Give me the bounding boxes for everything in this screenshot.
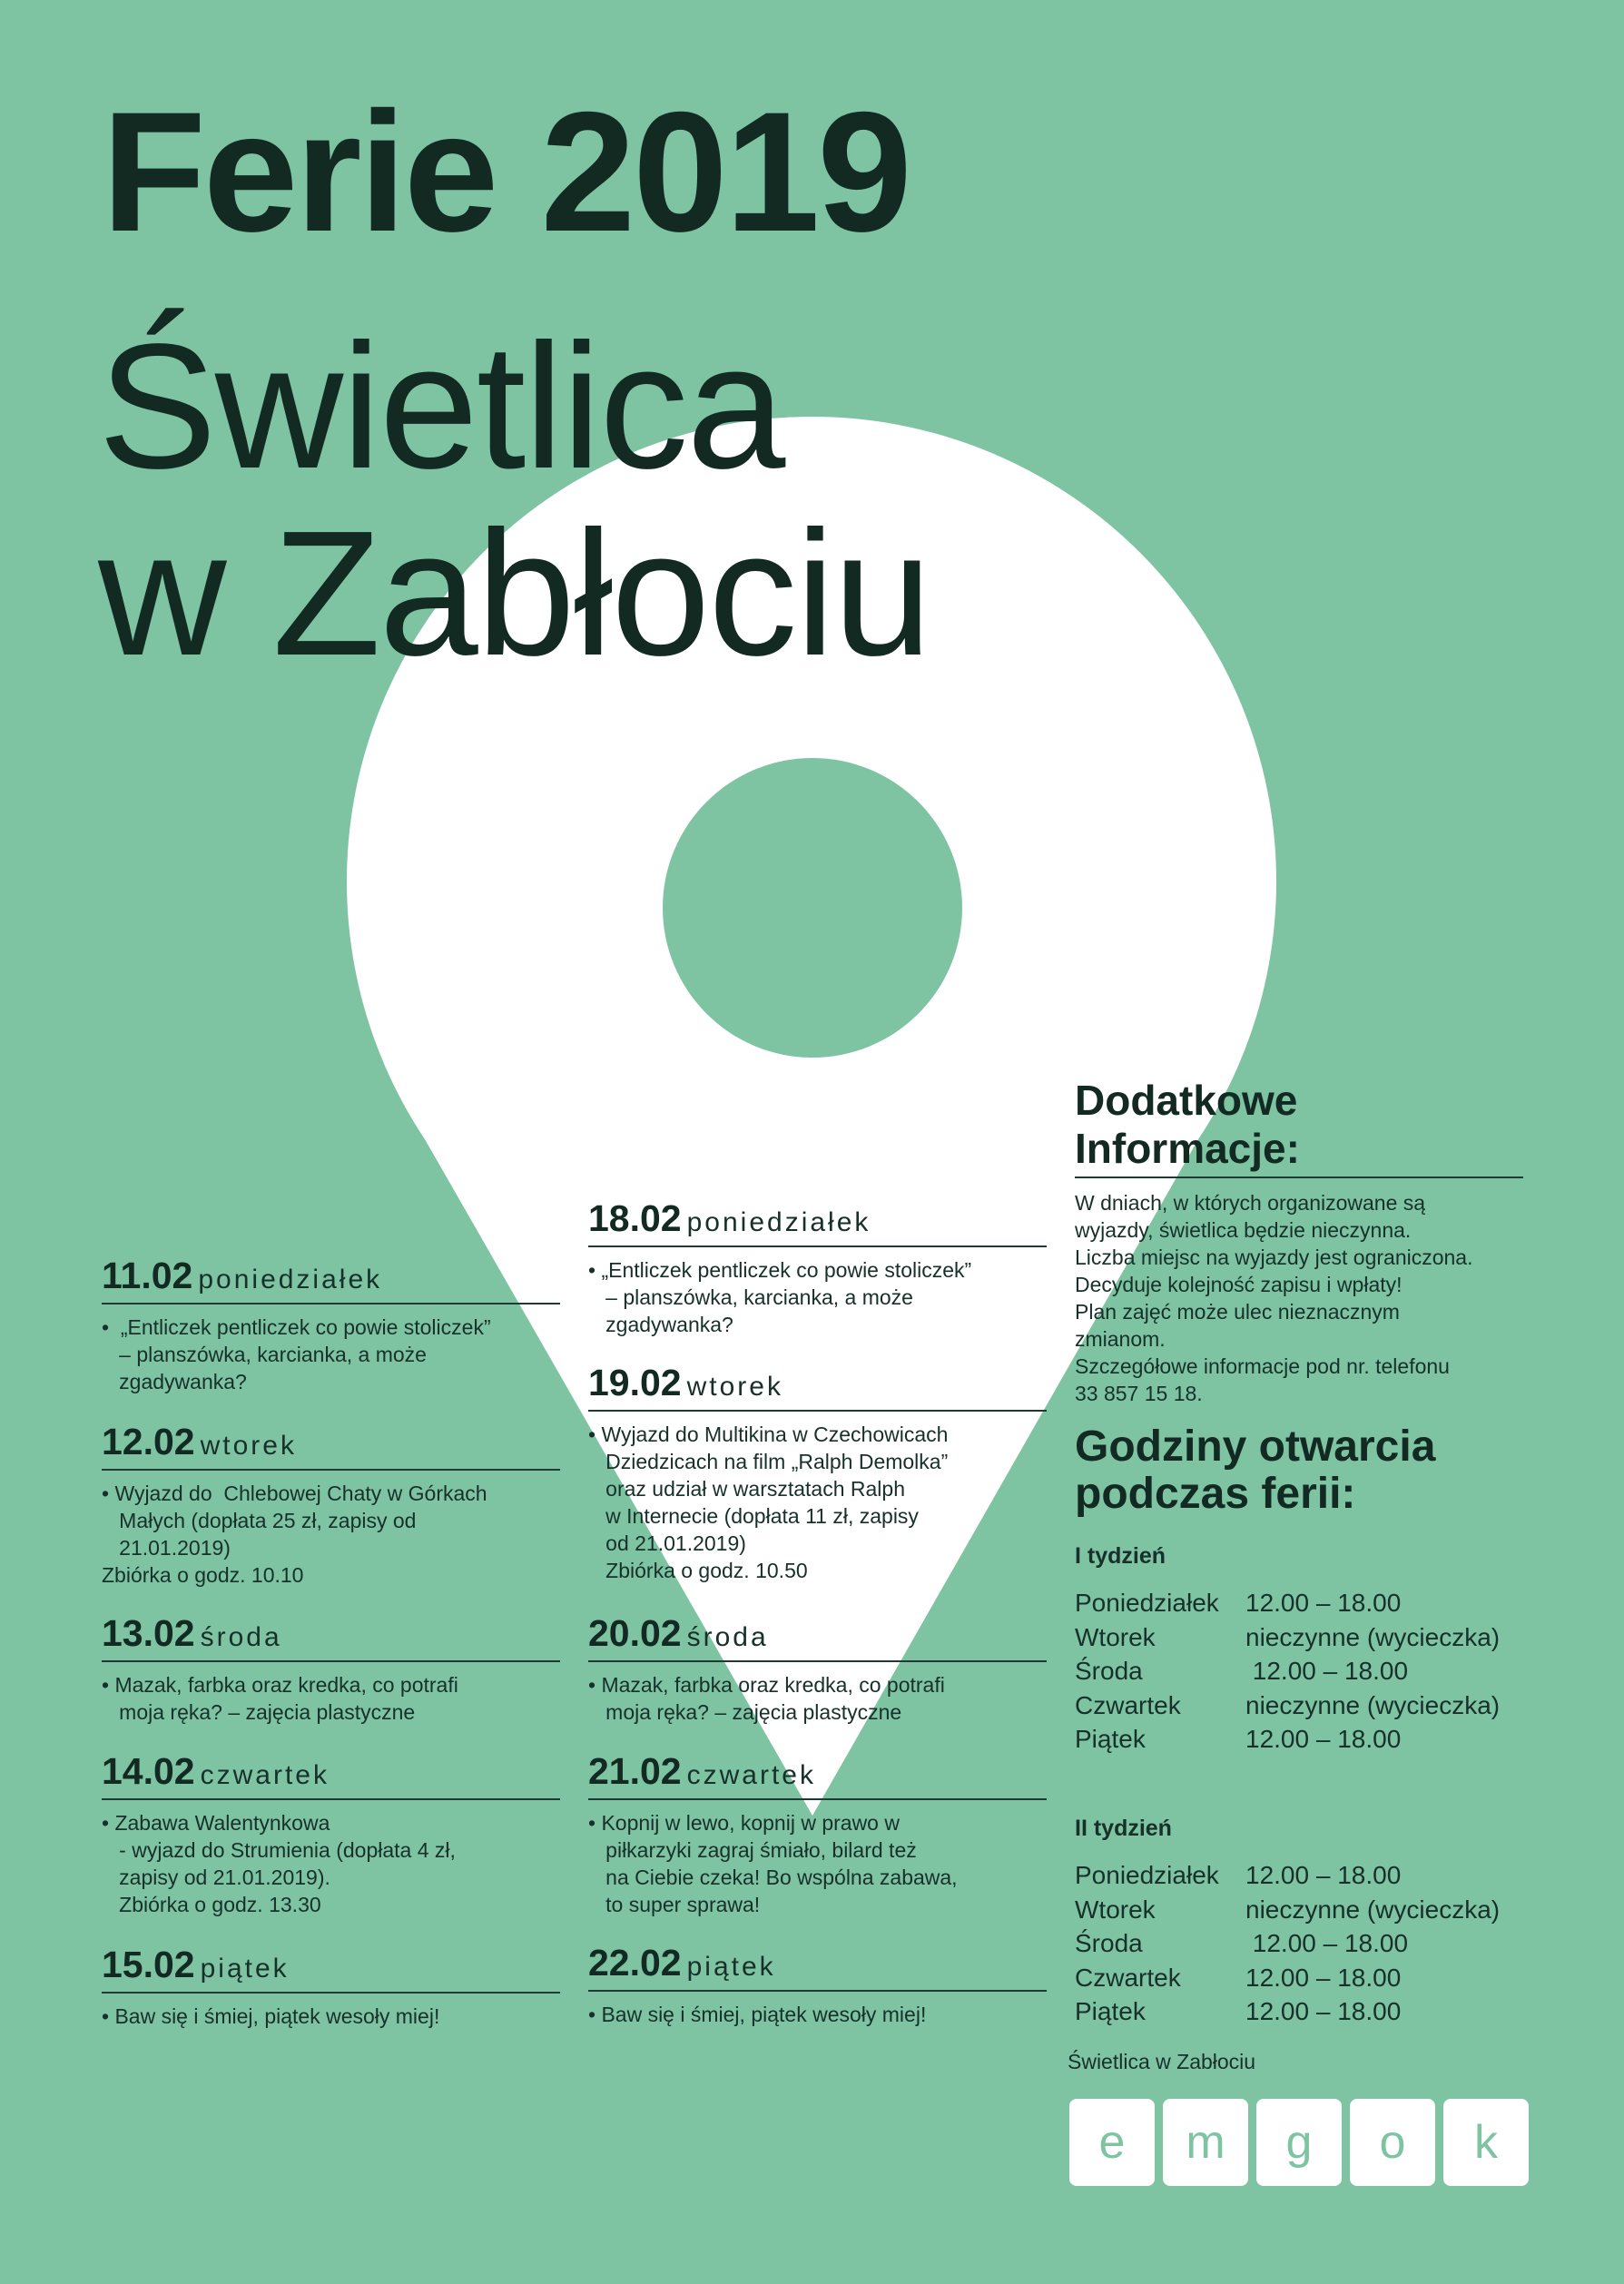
hours-title-line-2: podczas ferii: xyxy=(1075,1470,1356,1518)
hours-row xyxy=(1075,1654,1529,1688)
info-line: 33 857 15 18. xyxy=(1075,1382,1203,1405)
poster-subtitle xyxy=(98,307,930,693)
info-line: Plan zajęć może ulec nieznacznym xyxy=(1075,1300,1400,1324)
day-header xyxy=(588,1197,1047,1247)
day-entry xyxy=(102,1255,560,1395)
day-date: 18.02 xyxy=(588,1197,682,1239)
hours-day: Środa xyxy=(1075,1929,1143,1957)
subtitle-line-1: Świetlica xyxy=(98,307,784,506)
activity-line: od 21.01.2019) xyxy=(588,1531,746,1555)
info-line: Decyduje kolejność zapisu i wpłaty! xyxy=(1075,1273,1403,1296)
day-date: 20.02 xyxy=(588,1612,682,1654)
day-header xyxy=(102,1944,560,1994)
activity-line: • Wyjazd do Multikina w Czechowicach xyxy=(588,1423,949,1446)
hours-time: 12.00 – 18.00 xyxy=(1245,1997,1402,2025)
activity-line: • Mazak, farbka oraz kredka, co potrafi xyxy=(102,1673,458,1697)
logo-letter: k xyxy=(1443,2099,1529,2186)
hours-time: nieczynne (wycieczka) xyxy=(1245,1622,1501,1651)
day-header xyxy=(102,1421,560,1471)
activity-line: • Baw się i śmiej, piątek wesoły miej! xyxy=(588,2003,927,2026)
activity-line: Dziedzicach na film „Ralph Demolka” xyxy=(588,1450,949,1473)
day-name: wtorek xyxy=(200,1431,297,1461)
info-line: Liczba miejsc na wyjazdy jest ograniczona. xyxy=(1075,1245,1473,1269)
day-entry xyxy=(588,1362,1047,1584)
hours-row xyxy=(1075,1722,1529,1757)
day-activity xyxy=(588,1662,1047,1726)
info-line: wyjazdy, świetlica będzie nieczynna. xyxy=(1075,1218,1412,1242)
day-header xyxy=(102,1750,560,1800)
day-date: 13.02 xyxy=(102,1612,195,1654)
week-label: I tydzień xyxy=(1075,1543,1166,1569)
info-line: zmianom. xyxy=(1075,1327,1166,1351)
activity-line: - wyjazd do Strumienia (dopłata 4 zł, xyxy=(102,1838,456,1862)
info-title-line-2: Informacje: xyxy=(1075,1125,1300,1172)
day-date: 11.02 xyxy=(102,1255,193,1296)
hours-row xyxy=(1075,1994,1529,2029)
activity-line: Zbiórka o godz. 10.10 xyxy=(102,1563,304,1587)
day-header xyxy=(588,1942,1047,1992)
day-entry xyxy=(102,1944,560,2030)
day-name: czwartek xyxy=(200,1760,330,1790)
day-date: 12.02 xyxy=(102,1421,195,1462)
activity-line: • „Entliczek pentliczek co powie stoliczek” xyxy=(588,1258,972,1282)
day-entry xyxy=(588,1197,1047,1338)
hours-row xyxy=(1075,1688,1529,1723)
logo-letter: o xyxy=(1350,2099,1435,2186)
activity-line: • Zabawa Walentynkowa xyxy=(102,1811,330,1835)
activity-line: piłkarzyki zagraj śmiało, bilard też xyxy=(588,1838,917,1862)
hours-week-1 xyxy=(1075,1543,1529,1757)
day-entry xyxy=(588,1750,1047,1918)
day-name: środa xyxy=(200,1622,282,1652)
hours-day: Środa xyxy=(1075,1657,1143,1685)
hours-time: 12.00 – 18.00 xyxy=(1245,1657,1409,1685)
info-text xyxy=(1075,1178,1523,1407)
day-activity xyxy=(102,1662,560,1726)
day-header xyxy=(588,1750,1047,1800)
day-name: piątek xyxy=(200,1954,290,1984)
day-header xyxy=(588,1612,1047,1662)
activity-line: • Wyjazd do Chlebowej Chaty w Górkach xyxy=(102,1482,487,1505)
day-activity xyxy=(102,1800,560,1918)
day-date: 19.02 xyxy=(588,1362,682,1403)
activity-line: zgadywanka? xyxy=(588,1313,733,1336)
hours-row xyxy=(1075,1620,1529,1655)
day-name: poniedziałek xyxy=(686,1207,871,1237)
hours-time: nieczynne (wycieczka) xyxy=(1245,1895,1501,1924)
day-header xyxy=(102,1255,560,1304)
info-line: W dniach, w których organizowane są xyxy=(1075,1191,1426,1215)
day-date: 21.02 xyxy=(588,1750,682,1792)
activity-line: – planszówka, karcianka, a może xyxy=(102,1343,427,1366)
hours-day: Poniedziałek xyxy=(1075,1861,1219,1889)
hours-row xyxy=(1075,1586,1529,1620)
day-header xyxy=(102,1612,560,1662)
hours-time: 12.00 – 18.00 xyxy=(1245,1861,1402,1889)
hours-time: nieczynne (wycieczka) xyxy=(1245,1690,1501,1719)
day-name: piątek xyxy=(686,1952,776,1982)
day-header xyxy=(588,1362,1047,1412)
day-date: 14.02 xyxy=(102,1750,195,1792)
hours-title-line-1: Godziny otwarcia xyxy=(1075,1423,1436,1471)
additional-info xyxy=(1075,1077,1523,1407)
hours-row xyxy=(1075,1926,1529,1961)
day-name: środa xyxy=(686,1622,769,1652)
day-entry xyxy=(588,1612,1047,1726)
hours-day: Czwartek xyxy=(1075,1963,1181,1992)
poster-title: Ferie 2019 xyxy=(102,76,910,267)
footer-label: Świetlica w Zabłociu xyxy=(1068,2050,1256,2073)
activity-line: • Baw się i śmiej, piątek wesoły miej! xyxy=(102,2004,440,2028)
hours-day: Wtorek xyxy=(1075,1622,1156,1651)
day-activity xyxy=(102,1994,560,2030)
hours-week-2 xyxy=(1075,1816,1529,2029)
subtitle-line-2: w Zabłociu xyxy=(98,494,930,693)
activity-line: Małych (dopłata 25 zł, zapisy od xyxy=(102,1509,417,1532)
activity-line: zapisy od 21.01.2019). xyxy=(102,1866,330,1889)
activity-line: to super sprawa! xyxy=(588,1893,761,1916)
day-activity xyxy=(588,1412,1047,1584)
opening-hours-title xyxy=(1075,1423,1435,1518)
activity-line: Zbiórka o godz. 13.30 xyxy=(102,1893,321,1916)
hours-time: 12.00 – 18.00 xyxy=(1245,1725,1402,1753)
hours-day: Wtorek xyxy=(1075,1895,1156,1924)
hours-row xyxy=(1075,1961,1529,1995)
day-activity xyxy=(588,1992,1047,2028)
hours-time: 12.00 – 18.00 xyxy=(1245,1589,1402,1617)
activity-line: moja ręka? – zajęcia plastyczne xyxy=(102,1700,416,1724)
day-activity xyxy=(102,1471,560,1589)
info-line: Szczegółowe informacje pod nr. telefonu xyxy=(1075,1354,1450,1378)
activity-line: oraz udział w warsztatach Ralph xyxy=(588,1477,905,1501)
hours-day: Poniedziałek xyxy=(1075,1589,1219,1617)
hours-time: 12.00 – 18.00 xyxy=(1245,1963,1402,1992)
activity-line: • Mazak, farbka oraz kredka, co potrafi xyxy=(588,1673,945,1697)
activity-line: • Kopnij w lewo, kopnij w prawo w xyxy=(588,1811,900,1835)
logo-letter: g xyxy=(1256,2099,1342,2186)
activity-line: w Internecie (dopłata 11 zł, zapisy xyxy=(588,1504,919,1528)
day-name: czwartek xyxy=(686,1760,816,1790)
day-entry xyxy=(102,1421,560,1589)
info-title-line-1: Dodatkowe xyxy=(1075,1077,1298,1124)
day-activity xyxy=(588,1247,1047,1338)
day-entry xyxy=(102,1612,560,1726)
hours-row xyxy=(1075,1858,1529,1893)
activity-line: Zbiórka o godz. 10.50 xyxy=(588,1559,808,1582)
hours-day: Czwartek xyxy=(1075,1690,1181,1719)
hours-day: Piątek xyxy=(1075,1725,1146,1753)
activity-line: zgadywanka? xyxy=(102,1370,247,1393)
hours-row xyxy=(1075,1893,1529,1927)
day-activity xyxy=(102,1304,560,1395)
hours-time: 12.00 – 18.00 xyxy=(1245,1929,1409,1957)
week-label: II tydzień xyxy=(1075,1816,1172,1841)
activity-line: – planszówka, karcianka, a może xyxy=(588,1285,913,1309)
hours-day: Piątek xyxy=(1075,1997,1146,2025)
day-date: 15.02 xyxy=(102,1944,195,1985)
day-entry xyxy=(588,1942,1047,2028)
logo-letter: e xyxy=(1069,2099,1155,2186)
day-date: 22.02 xyxy=(588,1942,682,1984)
info-title xyxy=(1075,1077,1523,1178)
day-name: poniedziałek xyxy=(198,1265,383,1295)
day-entry xyxy=(102,1750,560,1918)
emgok-logo xyxy=(1069,2099,1529,2186)
activity-line: na Ciebie czeka! Bo wspólna zabawa, xyxy=(588,1866,958,1889)
activity-line: • „Entliczek pentliczek co powie stoliczek” xyxy=(102,1315,491,1339)
day-name: wtorek xyxy=(686,1372,783,1402)
activity-line: moja ręka? – zajęcia plastyczne xyxy=(588,1700,902,1724)
logo-letter: m xyxy=(1163,2099,1248,2186)
activity-line: 21.01.2019) xyxy=(102,1536,231,1560)
day-activity xyxy=(588,1800,1047,1918)
